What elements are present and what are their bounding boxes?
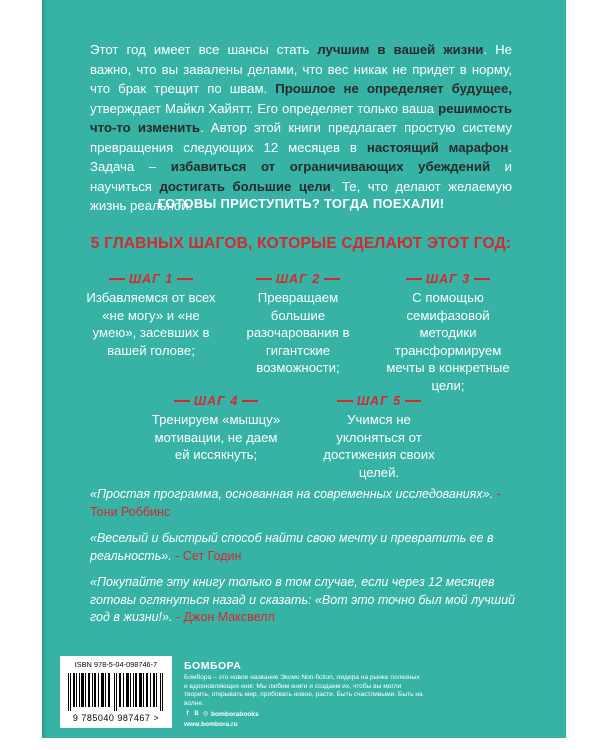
barcode — [60, 656, 172, 728]
spine-shadow — [42, 0, 48, 738]
call-to-action: ГОТОВЫ ПРИСТУПИТЬ? ТОГДА ПОЕХАЛИ! — [157, 196, 445, 211]
social-links — [184, 711, 259, 718]
intro-text: утверждает Майкл Хайятт. Его определяет только ваша — [90, 100, 439, 116]
intro-text: . Задача – — [90, 139, 512, 174]
intro-text: . Не важно, что вы завалены делами, что вес никак не придет в норму, что брак трещит по швам. — [90, 42, 512, 96]
publisher-logo: БОМБОРА — [184, 660, 242, 672]
step-text: Учимся не уклоняться от достижения своих целей. — [323, 412, 435, 480]
step-text: Избавляемся от всех «не могу» и «не умею», засевших в вашей голове; — [86, 290, 216, 358]
quote-1 — [90, 486, 520, 521]
intro-text: . Те, что делают желаемую жизнь реальной. — [90, 178, 512, 213]
quote-3 — [90, 574, 520, 627]
intro-highlight: достигать большие цели — [159, 178, 331, 194]
intro-text: и научиться — [90, 159, 513, 194]
step-1 — [86, 270, 216, 359]
quote-author: - Джон Максвелл — [172, 610, 275, 624]
barcode-number: 9 785040 987467 > — [72, 713, 160, 723]
publisher-blurb: Бомбора – это новое название Эксмо Non-fiction, лидера на рынке полезных и вдохновляющих книг. Мы любим книги и создаем их, чтобы вы могли творить, открывать мир, пробовать новое, расти. Быть счастливыми. Быть на волне. — [184, 674, 423, 707]
quote-text: «Простая программа, основанная на современных исследованиях». — [90, 487, 494, 501]
step-title: ШАГ 3 — [406, 271, 490, 287]
step-4 — [151, 392, 281, 464]
step-text: С помощью семифазовой методики трансформируем мечты в конкретные цели; — [386, 290, 510, 393]
intro-highlight: избавиться от ограничивающих убеждений — [170, 159, 491, 174]
step-3 — [383, 270, 513, 394]
barcode-bars — [68, 673, 164, 711]
step-title: ШАГ 4 — [174, 393, 258, 409]
intro-text: Этот год имеет все шансы стать — [90, 42, 318, 57]
intro-highlight: решимость что-то изменить — [90, 100, 512, 135]
quote-author: - Сет Годин — [171, 548, 242, 563]
step-2 — [233, 270, 363, 377]
step-text: Превращаем большие разочарования в гигантские возможности; — [246, 290, 350, 375]
quote-author: - Тони Роббинс — [90, 487, 501, 519]
instagram-icon: ◎ — [202, 711, 209, 717]
vk-icon: B — [194, 711, 199, 717]
steps-heading: 5 ГЛАВНЫХ ШАГОВ, КОТОРЫЕ СДЕЛАЮТ ЭТОТ ГОД: — [90, 235, 512, 252]
step-title: ШАГ 2 — [256, 271, 340, 287]
website: www.bombora.ru — [184, 721, 238, 728]
intro-highlight: Прошлое не определяет будущее, — [275, 81, 512, 96]
step-title: ШАГ 5 — [337, 393, 421, 409]
facebook-icon: f — [186, 711, 189, 717]
quote-text: «Веселый и быстрый способ найти свою мечту и превратить ее в реальность». — [90, 531, 494, 563]
intro-paragraph — [90, 40, 512, 216]
social-handle: bomborabooks — [211, 711, 259, 718]
quote-text: «Покупайте эту книгу только в том случае, если через 12 месяцев готовы оглянуться назад и сказать: «Вот это точно был мой лучший год в жизни!». — [90, 575, 515, 624]
isbn: ISBN 978-5-04-098746-7 — [74, 660, 158, 669]
intro-text: . Автор этой книги предлагает простую систему превращения следующих 12 месяцев в — [90, 120, 512, 155]
step-title: ШАГ 1 — [109, 271, 193, 287]
quote-2 — [90, 530, 520, 565]
step-5 — [314, 392, 444, 481]
intro-highlight: настоящий марафон — [366, 139, 509, 155]
step-text: Тренируем «мышцу» мотивации, не даем ей иссякнуть; — [151, 412, 281, 462]
intro-highlight: лучшим в вашей жизни — [317, 42, 484, 57]
